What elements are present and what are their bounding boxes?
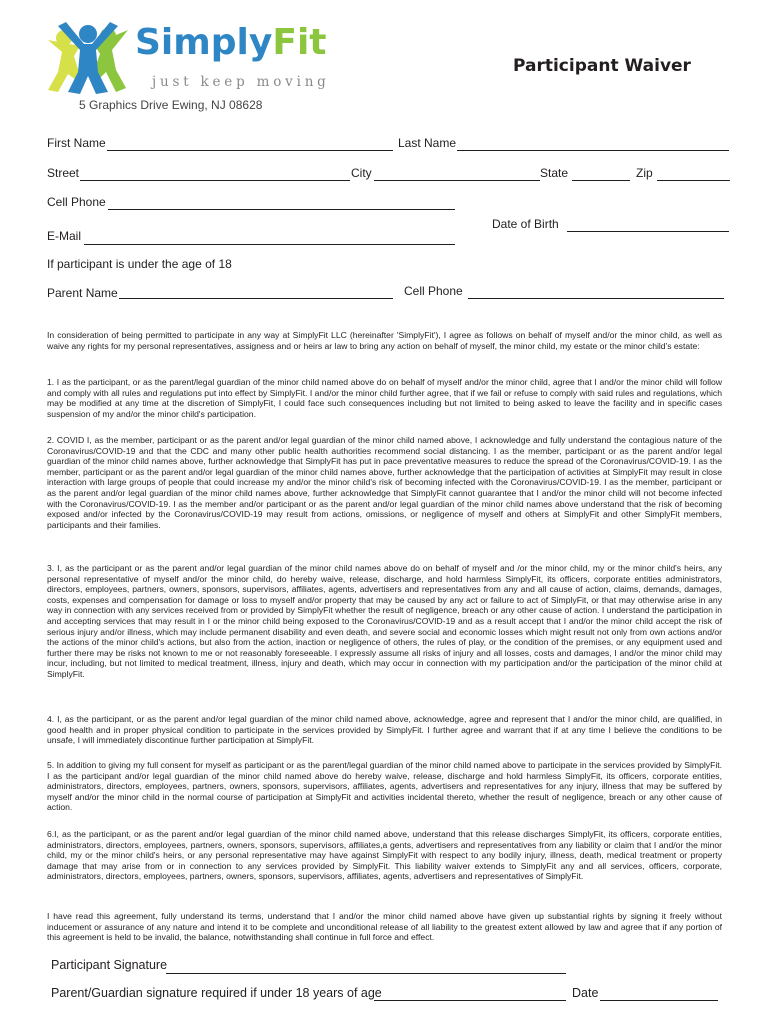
- city-field[interactable]: [374, 180, 540, 181]
- date-of-birth-field[interactable]: [567, 231, 729, 232]
- first-name-label: First Name: [47, 136, 106, 150]
- logo-tagline: just keep moving: [152, 74, 330, 90]
- cell-phone-label: Cell Phone: [47, 195, 106, 209]
- first-name-field[interactable]: [107, 150, 393, 151]
- last-name-field[interactable]: [457, 150, 729, 151]
- logo-wordmark: [135, 22, 327, 63]
- guardian-signature-field[interactable]: [374, 1000, 566, 1001]
- zip-field[interactable]: [657, 180, 730, 181]
- parent-name-field[interactable]: [119, 298, 393, 299]
- clause-5: 5. In addition to giving my full consent for myself as participant or as the parent/legal guardian of the minor child named above to participate in the services provided by SimplyFit. I as the participant and/or legal guardian of the minor child named above do hereby waive, release, discharge and hold harmless SimplyFit, its officers, corporate entities, administrators, directors, employees, partners, owners, sponsors, supervisors, affiliates, agents, advertisers and representatives for any injury, illness that may be suffered by myself and/or the minor child in the normal course of participation at SimplyFit and activities incidental thereto, whether the result of negligence, breach or any other cause of action.: [47, 760, 722, 813]
- parent-cell-phone-label: Cell Phone: [404, 284, 463, 298]
- date-label: Date: [572, 986, 599, 1000]
- intro-paragraph: In consideration of being permitted to participate in any way at SimplyFit LLC (hereinafter 'SimplyFit'), I agree as follows on behalf of myself and/or the minor child, as well as waive any rights for my personal representatives, assigness and or heirs ar law to bring any action on behalf of myself, the minor child, my estate or the minor child's estate:: [47, 330, 722, 351]
- logo-simply: Simply: [135, 22, 273, 63]
- participant-signature-field[interactable]: [166, 973, 566, 974]
- state-label: State: [540, 166, 569, 180]
- date-field[interactable]: [600, 1000, 718, 1001]
- cell-phone-field[interactable]: [108, 209, 455, 210]
- date-of-birth-label: Date of Birth: [492, 217, 559, 231]
- company-address: 5 Graphics Drive Ewing, NJ 08628: [79, 98, 263, 112]
- street-field[interactable]: [80, 180, 350, 181]
- closing-paragraph: I have read this agreement, fully understand its terms, understand that I and/or the minor child named above have given up substantial rights by signing it freely without inducement or assurance of any nature and intend it to be complete and unconditional release of all liability to the greatest extent allowed by law and agree that if any portion of this agreement is held to be invalid, the balance, notwithstanding shall continue in full force and effect.: [47, 911, 722, 943]
- clause-1: 1. I as the participant, or as the parent/legal guardian of the minor child named above do on behalf of myself and/or the minor child, agree that I and/or the minor child will follow and comply with all rules and regulations put into effect by SimplyFit. I and/or the minor child further agree, that if we fail or refuse to comply with said rules and regulations, which may be modified at any time at the discretion of SimplyFit, I could face such consequences including but not limited to being asked to leave the facility and in specific cases suspension of my and/or the minor child's participation.: [47, 377, 722, 419]
- email-label: E-Mail: [47, 229, 82, 243]
- parent-name-label: Parent Name: [47, 286, 118, 300]
- simplyfit-logo-icon: [44, 20, 136, 96]
- city-label: City: [351, 166, 372, 180]
- clause-2-covid: 2. COVID I, as the member, participant or as the parent and/or legal guardian of the minor child named above, I acknowledge and fully understand the contagious nature of the Coronavirus/COVID-19 and that the CDC and many other public health authorities recommend social distancing. I as the member, participant or as the parent and/or legal guardian of the minor child names above, further acknowledge that SimplyFit has put in pace preventative measures to reduce the spread of the Coronavirus/COVID-19. I as the member, participant or as the parent and/or legal guardian of the minor child names above, further acknowledge that the participation of activities at SimplyFit may result in close interaction with large groups of people that could increase my and/or the minor child's risk of becoming infected with the Coronavirus/COVID-19. I as the member, participant or as the parent and/or legal guardian of the minor child names above, further acknowledge that SimplyFit cannot guarantee that I and/or the minor child will not become infected with the Coronavirus/COVID-19. I as the member and/or participant or as the parent and/or legal guardian of the minor child names above understand that the risk of becoming exposed and/or infected by the Coronavirus/COVID-19 may result from actions, omissions, or negligence of myself and others at SimplyFit and other SimplyFit members, participants and their families.: [47, 435, 722, 530]
- under-18-label: If participant is under the age of 18: [47, 257, 232, 271]
- page-title: Participant Waiver: [513, 56, 691, 76]
- street-label: Street: [47, 166, 80, 180]
- clause-6: 6.I, as the participant, or as the parent and/or legal guardian of the minor child named above, understand that this release discharges SimplyFit, its officers, corporate entities, administrators, directors, employees, partners, owners, sponsors, supervisors, affiliates,a gents, advertisers and representatives from any liability or claim that I and/or the minor child, my or the minor child's heirs, or any personal representative may have against SimplyFit with respect to any bodily injury, illness, death, medical treatment or property damage that may arise from or in connection to any services provided by SimplyFit. This liability waiver extends to SimplyFit any and all services, officers, corporate, administrators, directors, employees, partners, owners, sponsors, supervisors, affiliates, agents, advertisers and representatives of SimplyFit.: [47, 829, 722, 882]
- participant-signature-label: Participant Signature: [51, 958, 168, 972]
- clause-3: 3. I, as the participant or as the parent and/or legal guardian of the minor child names above do on behalf of myself and /or the minor child, my or the minor child's heirs, any personal representative of myself and/or the minor child, do hereby waive, release, discharge, and hold harmless SimplyFit, its officers, corporate entities administrators, directors, employees, partners, owners, sponsors, supervisors, affiliates, agents, advertisers and representatives from any and all cause of action, claims, demands, damages, costs, expenses and compensation for damage or loss to myself and/or property that may be caused by any act or failure to act of SimplyFit, or that may otherwise arise in any way in connection with any services received from or provided by SimplyFit whether the result of negligence, breach or any other cause of action. I understand the participation in and accepting services that may result in I or the minor child being exposed to the Coronavirus/COVID-19 and as a result accept that I and/or the minor child accept the risk of serious injury and/or illness, which may include permanent disability and even death, and severe social and economic losses which might result not only from own actions and/or the actions of the minor child's actions, but also from the action, inaction or negligence of others, the rules of play, or the condition of the premises, or any equipment used and further there may be risks not known to me or not reasonably foreseeable. I expressly assume all risks of injury and all losses, costs and damages, I and/or the minor child may incur, including, but not limited to medical treatment, illness, injury and death, which may occur in connection with my participation and/or the participation of the minor child at SimplyFit.: [47, 563, 722, 679]
- logo-fit: Fit: [272, 22, 327, 63]
- parent-cell-phone-field[interactable]: [468, 298, 724, 299]
- state-field[interactable]: [572, 180, 630, 181]
- email-field[interactable]: [84, 244, 455, 245]
- clause-4: 4. I, as the participant, or as the parent and/or legal guardian of the minor child named above, acknowledge, agree and represent that I and/or the minor child, are qualified, in good health and in proper physical condition to participate in the services provided by SimplyFit. I further agree and warrant that if at any time I believe the conditions to be unsafe, I will immediately discontinue further participation at SimplyFit.: [47, 714, 722, 746]
- last-name-label: Last Name: [398, 136, 457, 150]
- guardian-signature-label: Parent/Guardian signature required if under 18 years of age: [51, 986, 382, 1000]
- zip-label: Zip: [636, 166, 653, 180]
